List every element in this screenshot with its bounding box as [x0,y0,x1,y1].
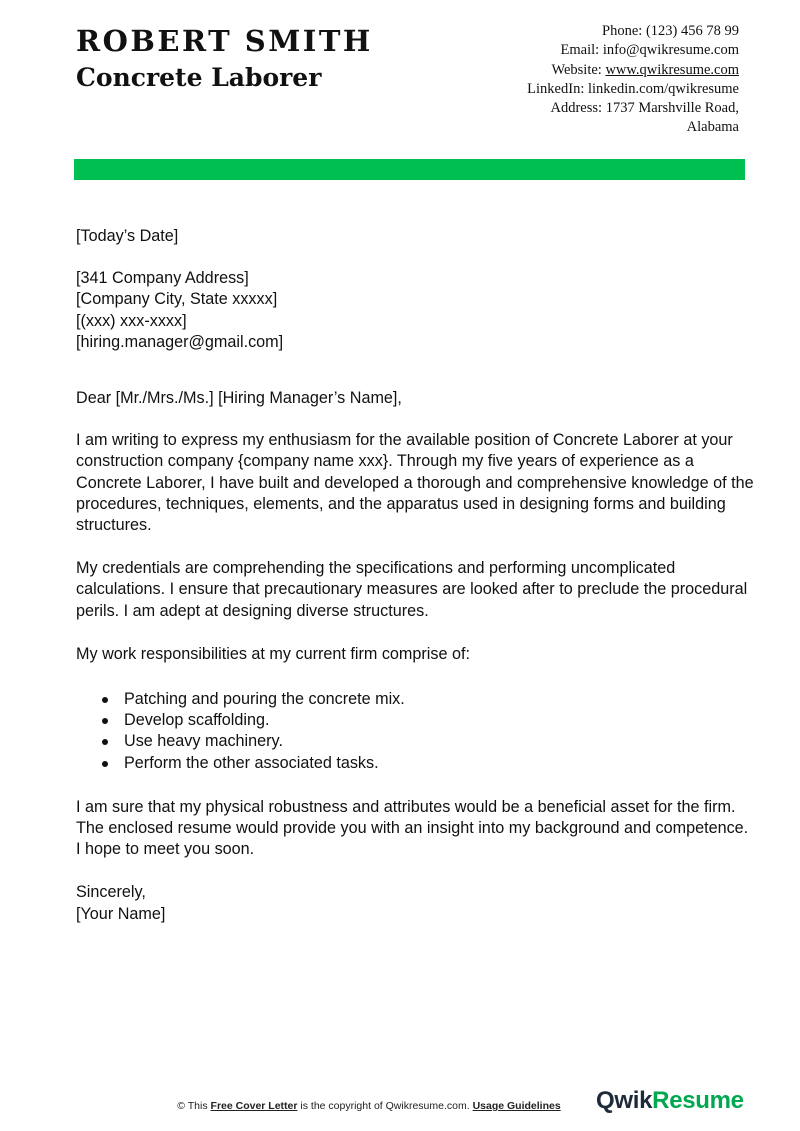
phone-label: Phone: [602,23,643,39]
list-item [76,731,756,752]
contact-linkedin [527,80,739,99]
bullet-icon [102,718,108,724]
list-item [76,710,756,731]
list-item-text: Perform the other associated tasks. [124,753,379,772]
accent-bar [74,159,745,180]
logo-part-qwik: Qwik [596,1087,653,1114]
list-item [76,689,756,710]
contact-block [527,22,739,138]
responsibilities-list [76,689,756,774]
linkedin-label: LinkedIn: [527,80,585,97]
bullet-icon [102,739,108,745]
contact-phone [527,22,739,41]
recipient-line: [341 Company Address] [76,269,249,288]
address-line1: 1737 Marshville Road, [605,100,739,117]
applicant-name: ROBERT SMITH [76,24,373,58]
contact-website [527,61,739,80]
logo-part-resume: Resume [652,1087,744,1114]
closing: Sincerely, [76,883,146,902]
paragraph-1: I am writing to express my enthusiasm for the available position of Concrete Laborer at your construction company {company name xxx}. Through my five years of experience as a Concrete Laborer, I have built and developed a thorough and comprehensive knowledge of the procedures, techniques, elements, and the apparatus used in designing forms and building structures. [76,431,754,535]
letter-date: [Today’s Date] [76,227,179,245]
linkedin-value: linkedin.com/qwikresume [587,80,739,97]
website-label: Website: [551,61,602,78]
footer-middle: is the copyright of Qwikresume.com. [300,1100,470,1112]
website-link[interactable]: www.qwikresume.com [605,61,739,78]
contact-address [527,99,739,118]
footer-prefix: © This [177,1100,208,1112]
list-item-text: Patching and pouring the concrete mix. [124,690,405,709]
recipient-line: [Company City, State xxxxx] [76,290,278,309]
recipient-block [76,268,756,353]
contact-email [527,41,739,60]
list-item [76,753,756,774]
address-label: Address: [550,100,603,117]
email-value: info@qwikresume.com [602,42,739,59]
paragraph-3: My work responsibilities at my current firm comprise of: [76,644,470,663]
free-cover-letter-link[interactable]: Free Cover Letter [210,1100,298,1112]
paragraph-2: My credentials are comprehending the specifications and performing uncomplicated calculations. I ensure that precautionary measures are looked after to preclude the procedural perils. I am adept at designing diverse structures. [76,559,748,620]
email-label: Email: [560,42,600,59]
paragraph-4: I am sure that my physical robustness and attributes would be a beneficial asset for the firm. The enclosed resume would provide you with an insight into my background and competence. I hope to meet you soon. [76,797,749,859]
recipient-line: [(xxx) xxx-xxxx] [76,311,187,330]
usage-guidelines-link[interactable]: Usage Guidelines [472,1100,561,1112]
phone-value: (123) 456 78 99 [645,23,739,39]
job-title: Concrete Laborer [76,63,322,92]
contact-address-line2: Alabama [686,119,739,136]
letter-body [76,226,756,925]
bullet-icon [102,761,108,767]
recipient-line: [hiring.manager@gmail.com] [76,332,284,351]
list-item-text: Develop scaffolding. [124,711,270,730]
list-item-text: Use heavy machinery. [124,732,283,751]
qwikresume-logo [596,1087,744,1115]
bullet-icon [102,697,108,703]
signature: [Your Name] [76,904,166,923]
salutation: Dear [Mr./Mrs./Ms.] [Hiring Manager’s Name], [76,389,402,408]
